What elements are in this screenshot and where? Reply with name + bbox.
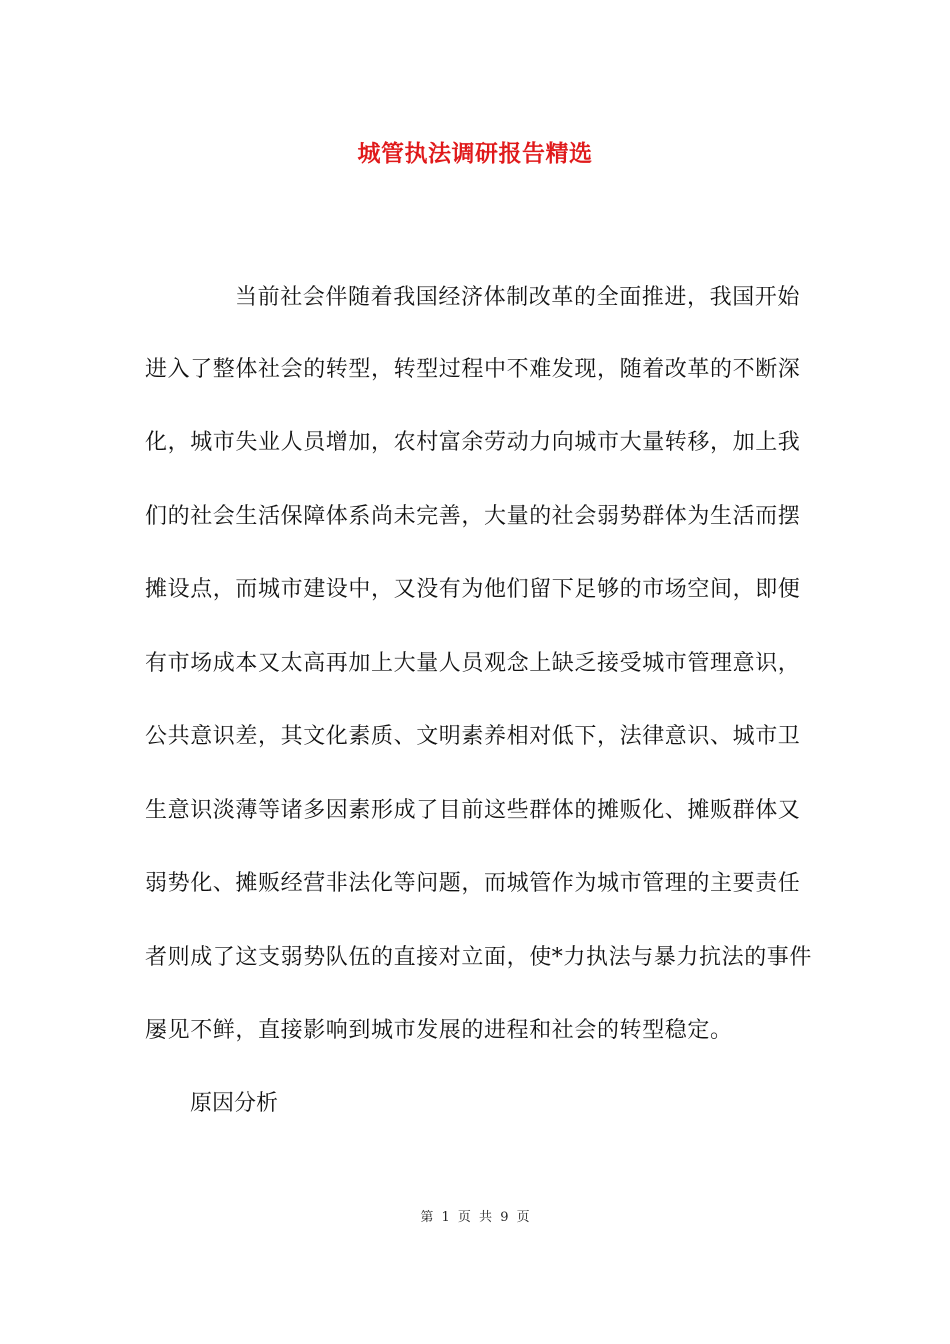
paragraph-line: 生意识淡薄等诸多因素形成了目前这些群体的摊贩化、摊贩群体又	[145, 798, 801, 823]
paragraph-line: 化，城市失业人员增加，农村富余劳动力向城市大量转移，加上我	[145, 430, 801, 455]
paragraph-line: 公共意识差，其文化素质、文明素养相对低下，法律意识、城市卫	[145, 724, 801, 749]
paragraph-line: 摊设点，而城市建设中，又没有为他们留下足够的市场空间，即便	[145, 577, 801, 602]
paragraph-line: 进入了整体社会的转型，转型过程中不难发现，随着改革的不断深	[145, 357, 801, 382]
paragraph-line: 有市场成本又太高再加上大量人员观念上缺乏接受城市管理意识，	[145, 651, 801, 676]
section-heading: 原因分析	[190, 1091, 279, 1116]
paragraph-line: 屡见不鲜，直接影响到城市发展的进程和社会的转型稳定。	[145, 1018, 733, 1043]
paragraph-line: 者则成了这支弱势队伍的直接对立面，使*力执法与暴力抗法的事件	[145, 945, 813, 970]
paragraph-line: 当前社会伴随着我国经济体制改革的全面推进，我国开始	[235, 285, 801, 310]
paragraph-line: 弱势化、摊贩经营非法化等问题，而城管作为城市管理的主要责任	[145, 871, 801, 896]
paragraph-line: 们的社会生活保障体系尚未完善，大量的社会弱势群体为生活而摆	[145, 504, 801, 529]
document-title: 城管执法调研报告精选	[357, 141, 593, 167]
page-footer: 第 1 页 共 9 页	[420, 1210, 530, 1225]
